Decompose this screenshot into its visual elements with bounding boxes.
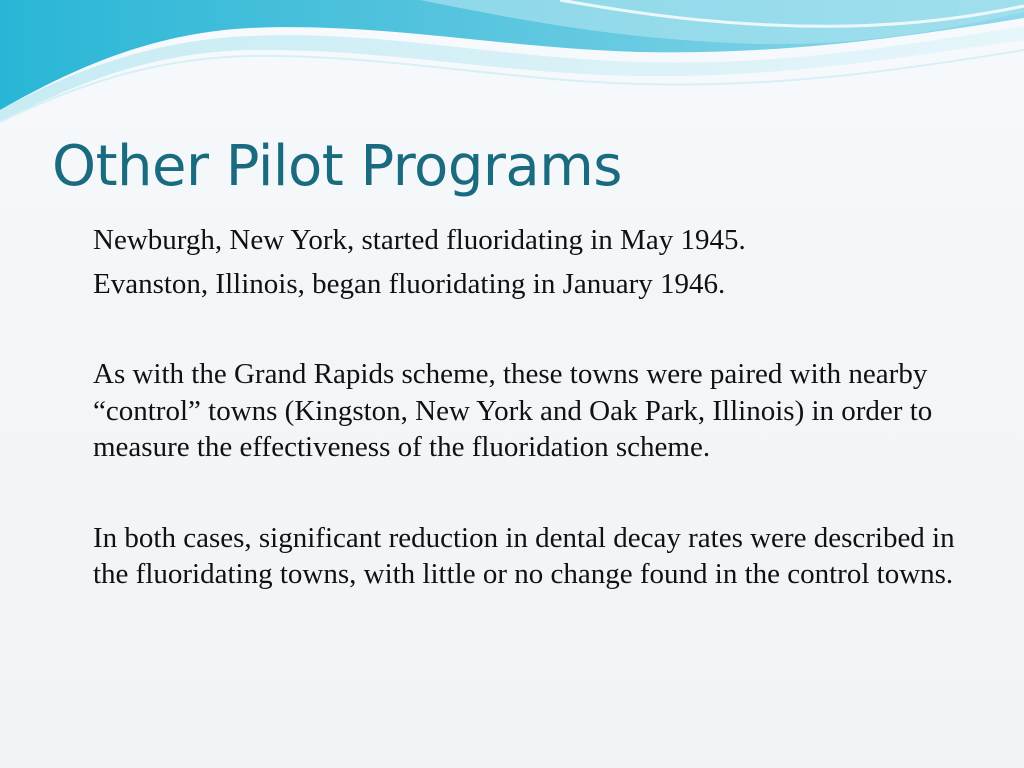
body-line: Newburgh, New York, started fluoridating in May 1945. [93,224,746,256]
wave-header-decoration [0,0,1024,130]
body-paragraph: In both cases, significant reduction in dental decay rates were described in the fluoridating towns, with little or no change found in the control towns. [93,521,955,590]
slide-body [93,222,973,593]
body-line: Evanston, Illinois, began fluoridating in January 1946. [93,267,726,300]
body-paragraph: As with the Grand Rapids scheme, these towns were paired with nearby “control” towns (Kingston, New York and Oak Park, Illinois) in order to measure the effectiveness of the fluoridation scheme. [93,358,933,463]
slide-title: Other Pilot Programs [52,134,622,199]
